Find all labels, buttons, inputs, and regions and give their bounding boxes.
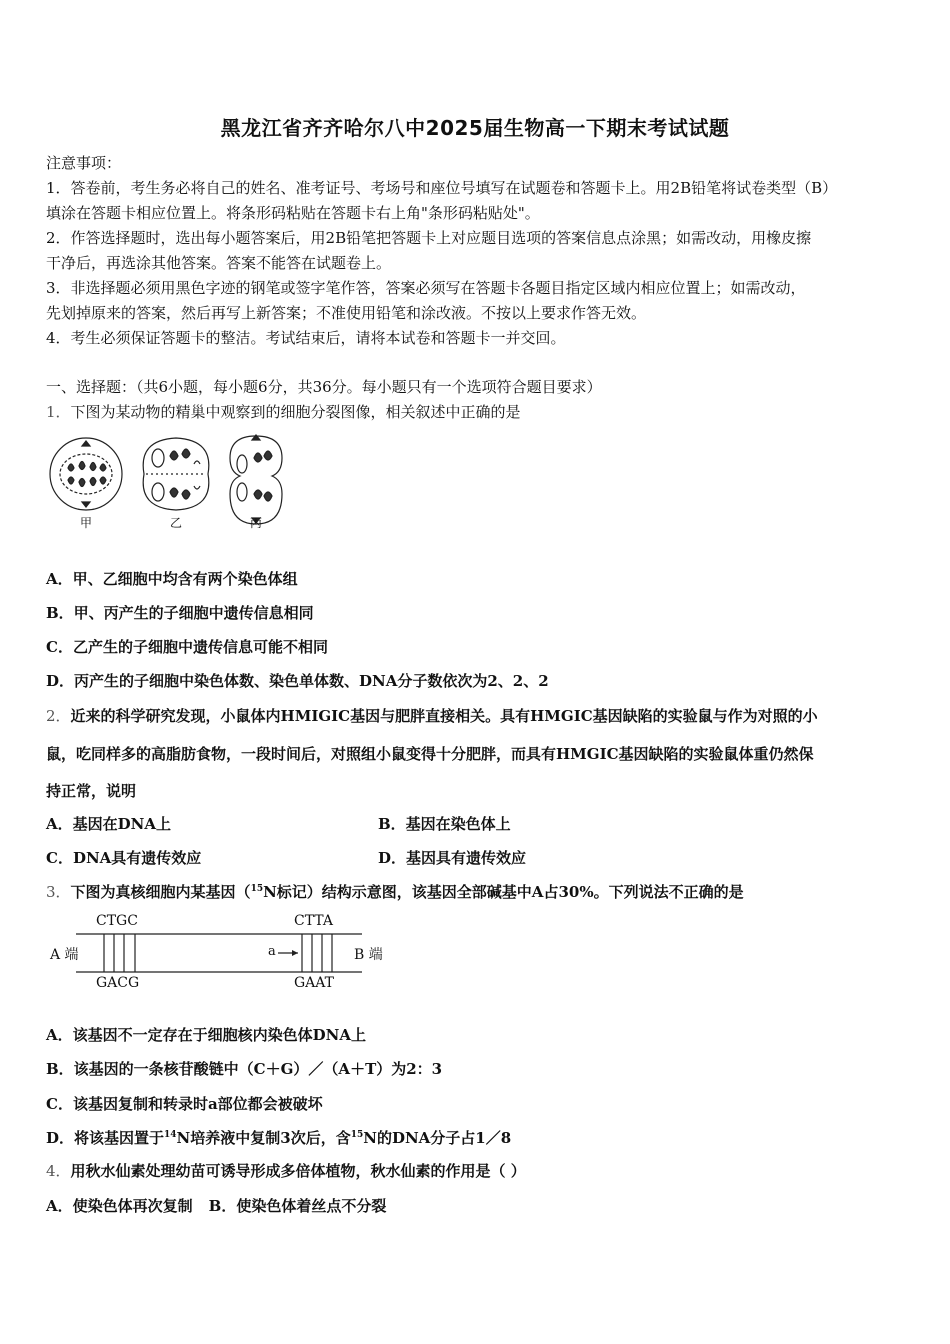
figure-label-jia: 甲	[80, 516, 93, 530]
q2-option-d: D．基因具有遗传效应	[378, 849, 527, 867]
question-1-stem: 1．下图为某动物的精巢中观察到的细胞分裂图像，相关叙述中正确的是	[46, 403, 521, 421]
q3-option-c: C．该基因复制和转录时a部位都会被破坏	[46, 1095, 323, 1113]
q1-option-c: C．乙产生的子细胞中遗传信息可能不相同	[46, 638, 328, 656]
notice-line: 4．考生必须保证答题卡的整洁。考试结束后，请将本试卷和答题卡一并交回。	[46, 329, 566, 347]
cell-bing-diagram	[230, 435, 282, 524]
q2-option-c: C．DNA具有遗传效应	[46, 849, 202, 867]
question-number: 4．	[46, 1162, 71, 1180]
q2-option-b: B．基因在染色体上	[378, 815, 511, 833]
notice-line: 1．答卷前，考生务必将自己的姓名、准考证号、考场号和座位号填写在试题卷和答题卡上。用2B铅笔将试卷类型（B）	[46, 179, 838, 197]
notice-heading: 注意事项：	[46, 154, 122, 172]
question-2-stem-line: 鼠，吃同样多的高脂肪食物，一段时间后，对照组小鼠变得十分肥胖，而具有HMGIC基因缺陷的实验鼠体重仍然保	[46, 745, 814, 763]
notice-line: 3．非选择题必须用黑色字迹的钢笔或签字笔作答，答案必须写在答题卡各题目指定区域内相应位置上；如需改动，	[46, 279, 806, 297]
page-title: 黑龙江省齐齐哈尔八中2025届生物高一下期末考试试题	[220, 116, 730, 140]
figure-label-bing: 丙	[250, 516, 263, 530]
cell-jia-diagram	[50, 438, 122, 510]
section-heading: 一、选择题：（共6小题，每小题6分，共36分。每小题只有一个选项符合题目要求）	[46, 378, 602, 396]
cell-yi-diagram	[143, 438, 209, 510]
q1-option-b: B．甲、丙产生的子细胞中遗传信息相同	[46, 604, 314, 622]
top-right-sequence: CTTA	[294, 913, 333, 929]
question-2-stem: 2．近来的科学研究发现，小鼠体内HMIGIC基因与肥胖直接相关。具有HMGIC基因缺陷的实验鼠与作为对照的小	[46, 707, 818, 725]
q2-option-a: A．基因在DNA上	[46, 815, 171, 833]
end-a-label: A 端	[50, 947, 79, 963]
question-4-stem: 4．用秋水仙素处理幼苗可诱导形成多倍体植物，秋水仙素的作用是（ ）	[46, 1162, 526, 1180]
q3-option-d: D．将该基因置于$^{14}$N培养液中复制3次后，含$^{15}$N的DNA分子占1／8	[46, 1129, 512, 1147]
q3-option-b: B．该基因的一条核苷酸链中（C＋G）／（A＋T）为2：3	[46, 1060, 443, 1078]
q1-option-d: D．丙产生的子细胞中染色体数、染色单体数、DNA分子数依次为2、2、2	[46, 672, 549, 690]
question-number: 3．	[46, 883, 71, 901]
q4-option-a: A．使染色体再次复制	[46, 1197, 193, 1215]
question-2-stem-line: 持正常，说明	[46, 782, 137, 800]
question-number: 2．	[46, 707, 71, 725]
question-3-stem: 3．下图为真核细胞内某基因（$^{15}$N标记）结构示意图，该基因全部碱基中A占30%。下列说法不正确的是	[46, 883, 744, 901]
notice-line: 先划掉原来的答案，然后再写上新答案；不准使用铅笔和涂改液。不按以上要求作答无效。	[46, 304, 647, 322]
question-number: 1．	[46, 403, 71, 421]
notice-line: 干净后，再选涂其他答案。答案不能答在试题卷上。	[46, 254, 392, 272]
q4-option-b: B．使染色体着丝点不分裂	[208, 1197, 387, 1215]
bottom-left-sequence: GACG	[96, 975, 140, 991]
end-b-label: B 端	[354, 947, 383, 963]
top-left-sequence: CTGC	[96, 913, 138, 929]
notice-line: 填涂在答题卡相应位置上。将条形码粘贴在答题卡右上角"条形码粘贴处"。	[46, 204, 540, 222]
bottom-right-sequence: GAAT	[294, 975, 334, 991]
figure-label-yi: 乙	[170, 516, 183, 530]
q1-option-a: A．甲、乙细胞中均含有两个染色体组	[46, 570, 298, 588]
gene-structure-diagram	[46, 912, 406, 996]
q4-options	[46, 1195, 386, 1216]
marker-a-label: a	[268, 944, 276, 959]
q3-option-a: A．该基因不一定存在于细胞核内染色体DNA上	[46, 1026, 366, 1044]
notice-line: 2．作答选择题时，选出每小题答案后，用2B铅笔把答题卡上对应题目选项的答案信息点涂黑；如需改动，用橡皮擦	[46, 229, 812, 247]
